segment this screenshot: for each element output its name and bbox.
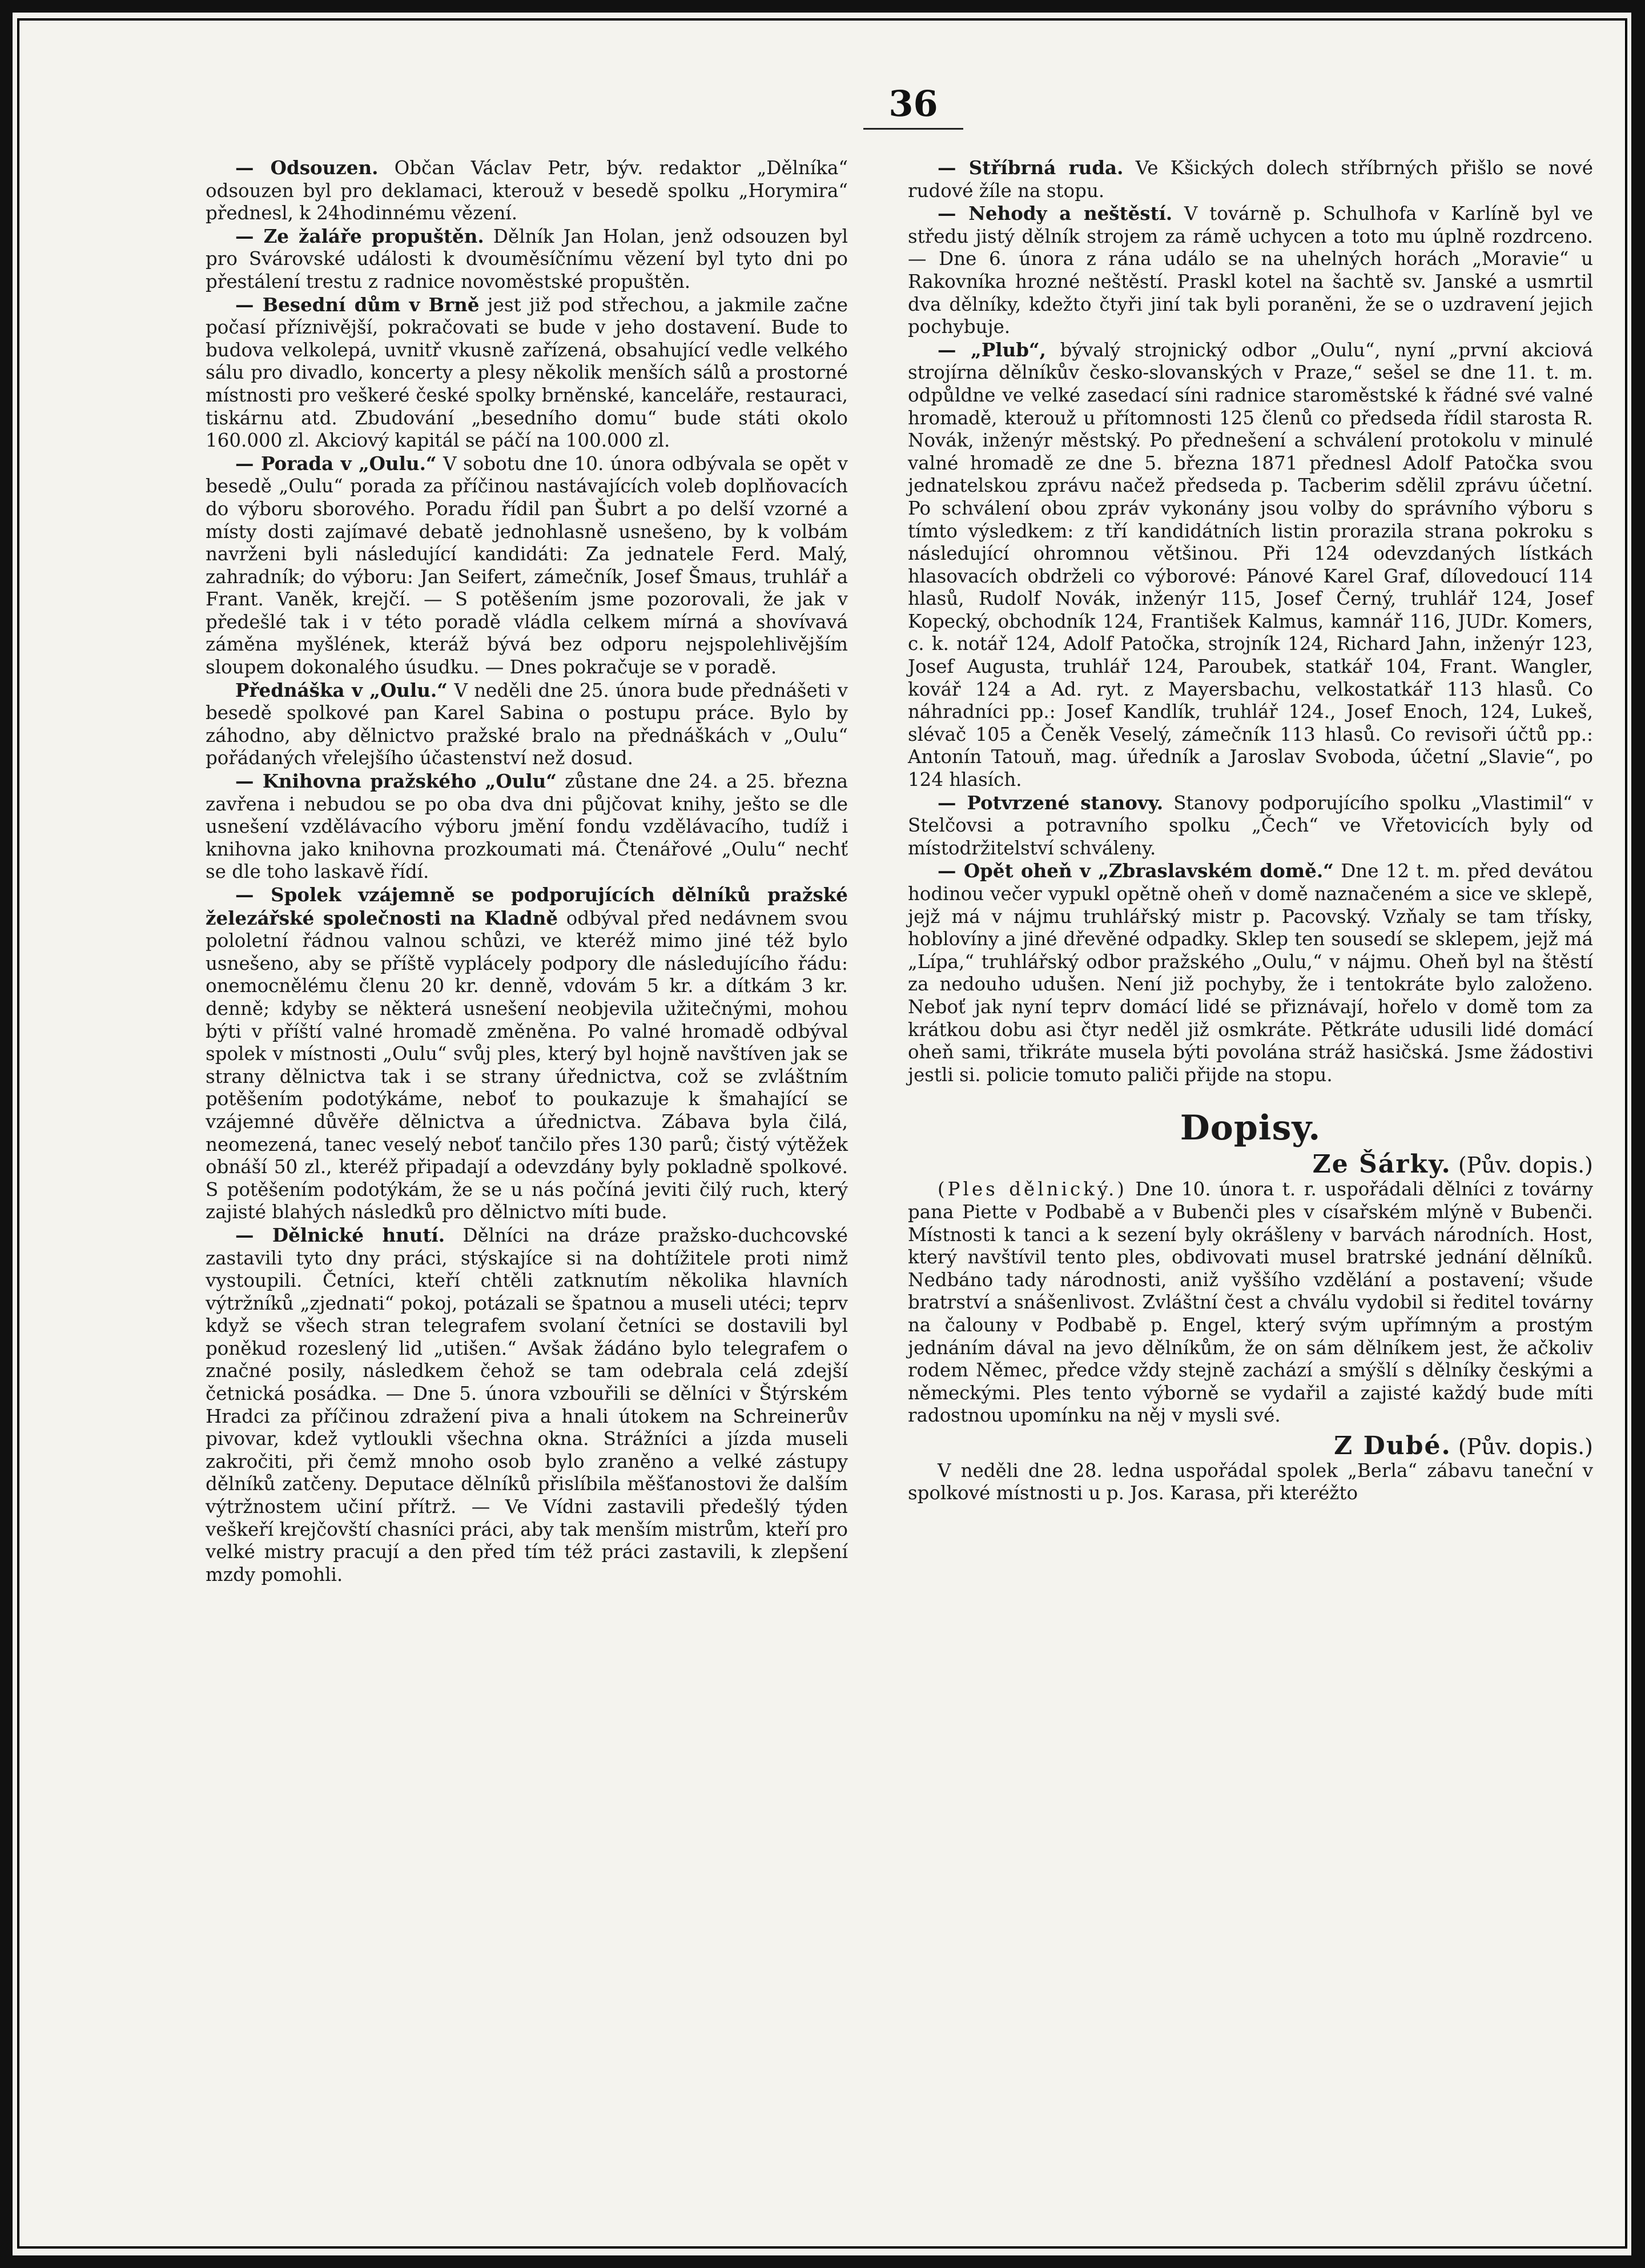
page-number: 36	[863, 82, 963, 130]
article-stribrna-ruda	[908, 156, 1593, 202]
article-lead: — Porada v „Oulu.“	[235, 452, 437, 475]
article-text: Stanovy podporujícího spolku „Vlastimil“ v Stelčovsi a potravního spolku „Čech“ ve Vřetovicích byly od místodržitelství schváleny.	[908, 792, 1593, 859]
article-text: V továrně p. Schulhofa v Karlíně byl ve středu jistý dělník strojem za rámě uchycen a toto mu úplně rozdrceno. — Dne 6. února z rána událo se na uhelných horách „Moravie“ u Rakovníka hrozné neštěstí. Praskl kotel na šachtě sv. Janské a usmrtil dva dělníky, kdežto čtyři jiní tak byli poraněni, že se o uzdravení jejich pochybuje.	[908, 203, 1593, 338]
article-lead: — Opět oheň v „Zbraslavském domě.“	[938, 860, 1334, 882]
article-odsouzen	[206, 156, 848, 225]
spacer	[908, 1427, 1593, 1433]
article-knihovna	[206, 770, 848, 884]
dopis-subject: (Ples dělnický.)	[938, 1178, 1127, 1201]
article-text: Ve Kšických dolech stříbrných přišlo se nové rudové žíle na stopu.	[908, 157, 1593, 202]
dopis-note: (Pův. dopis.)	[1458, 1434, 1593, 1459]
page-border-right	[1625, 18, 1627, 2249]
dopis-place: Z Dubé.	[1334, 1431, 1451, 1460]
article-lead: — Knihovna pražského „Oulu“	[235, 770, 557, 793]
left-column	[206, 156, 848, 1586]
article-ohen	[908, 860, 1593, 1086]
article-plub	[908, 339, 1593, 792]
article-text: V sobotu dne 10. února odbývala se opět v besedě „Oulu“ porada za příčinou nastávajících voleb doplňovacích do výboru sborového. Poradu řídil pan Šubrt a po delší vzorné a místy dosti zajímavé debatě jednohlasně usnešeno, by k volbám navrženi byli následující kandidáti: Za jednatele Ferd. Malý, zahradník; do výboru: Jan Seifert, zámečník, Josef Šmaus, truhlář a Frant. Vaněk, krejčí. — S potěšením jsme pozorovali, že jak v předešlé tak i v této poradě vládla celkem mírná a shovívavá záměna myšlének, kteráž bývá bez odporu nejspolehlivějším sloupem dokonalého úsudku. — Dnes pokračuje se v poradě.	[206, 452, 848, 679]
dopis-header-sarka	[908, 1151, 1593, 1178]
article-text: Dne 12 t. m. před devátou hodinou večer vypukl opětně oheň v domě naznačeném a sice ve sklepě, jejž má v nájmu truhlářský mistr p. Pacovský. Vzňaly se tam třísky, hoblovíny a jiné dřevěné odpadky. Sklep ten sousedí se sklepem, jejž má „Lípa,“ truhlářský odbor pražského „Oulu,“ v nájmu. Oheň byl na štěstí za nedouho udušen. Není již pochyby, že i tentokráte bylo založeno. Neboť jak nyní teprv domácí lidé se přiznávají, hořelo v domě tom za krátkou dobu asi čtyr neděl již osmkráte. Pětkráte udusili lidé domácí oheň sami, třikráte musela býti povolána stráž hasičská. Jsme žádostivi jestli si. policie tomuto paliči přijde na stopu.	[908, 860, 1593, 1086]
article-text: odbýval před nedávnem svou pololetní řádnou valnou schůzi, ve kteréž mimo jiné též bylo usnešeno, aby se příště vyplácely podpory dle následujícího řádu: onemocnělému členu 20 kr. denně, vdovám 5 kr. a dítkám 3 kr. denně; kdyby se některá usnešení neobjevila užitečnými, mohou býti v příští valné hromadě změněna. Po valné hromadě odbýval spolek v místnosti „Oulu“ svůj ples, který byl hojně navštíven jak se strany dělnictva tak i se strany úřednictva, což se zvláštním potěšením podotýkáme, neboť to poukazuje k šmahající se vzájemné důvěře dělnictva a úřednictva. Zábava byla čilá, neomezená, tanec veselý neboť tančilo přes 130 parů; čistý výtěžek obnáší 50 zl., kteréž připadají a odevzdány byly pokladně spolkové. S potěšením podotýkám, že se u nás počíná jeviti čilý ruch, který zajisté blahých následků pro dělnictvo míti bude.	[206, 907, 848, 1223]
right-column	[908, 156, 1593, 1505]
article-delnicke-hnuti	[206, 1224, 848, 1587]
article-lead: — Odsouzen.	[235, 156, 379, 179]
article-lead: — „Plub“,	[938, 338, 1046, 361]
article-text: Dělníci na dráze pražsko-duchcovské zastavili tyto dny práci, stýskajíce si na dohtížitele proti nimž vystoupili. Četníci, kteří chtěli zatknutím několika hlavních výtržníků „zjednati“ pokoj, potázali se špatnou a museli utéci; teprv když se všech stran telegrafem svolaní četníci se dostavili byl poněkud rozeslený lid „utišen.“ Avšak žádáno bylo telegrafem o značné posily, následkem čehož se tam odebrala celá zdejší četnická posádka. — Dne 5. února vzbouřili se dělníci v Štýrském Hradci za příčinou zdražení piva a hnali útokem na Schreinerův pivovar, kdež vytloukli všechna okna. Strážníci a jízda museli zakročiti, při čemž mnoho osob bylo zraněno a velké zástupy dělníků zatčeny. Deputace dělníků přislíbila měšťanostovi že dalším výtržnostem učiní přítrž. — Ve Vídni zastavili předešlý týden veškeří krejčovští chasníci práci, aby tak menším mistrům, kteří pro velké mistry pracují a den před tím též práci zastavili, k zlepšení mzdy pomohli.	[206, 1224, 848, 1585]
dopis-text: V neděli dne 28. ledna uspořádal spolek „Berla“ zábavu taneční v spolkové místnosti u p. Jos. Karasa, při kteréžto	[908, 1459, 1593, 1504]
dopis-header-dube	[908, 1433, 1593, 1460]
article-porada-oulu	[206, 452, 848, 679]
dopisy-heading: Dopisy.	[1180, 1108, 1321, 1149]
page-border-bottom	[17, 2246, 1627, 2249]
article-text: zůstane dne 24. a 25. března zavřena i nebudou se po oba dva dni půjčovat knihy, ješto se dle usnešení vzdělávacího výboru jmění fondu vzdělávacího, tudíž i knihovna jako knihovna prozkoumati má. Čtenářové „Oulu“ nechť se dle toho laskavě řídí.	[206, 770, 848, 883]
article-text: bývalý strojnický odbor „Oulu“, nyní „první akciová strojírna dělníkův česko-slovanských v Praze,“ sešel se dne 11. t. m. odpůldne ve velké zasedací síni radnice staroměstské k řádné své valné hromadě, kterouž u přítomnosti 125 členů co předseda řídil starosta R. Novák, inženýr městský. Po přednešení a schválení protokolu v minulé valné hromadě ze dne 5. března 1871 přednesl Adolf Patočka svou jednatelskou zprávu načež předseda p. Tacberim sdělil zprávu účetní. Po schválení obou zpráv vykonány jsou volby do správního výboru s tímto výsledkem: z tří kandidátních listin prorazila strana pokroku s následující ohromnou většinou. Při 124 odevzdaných lístkách hlasovacích obdrželi co výborové: Pánové Karel Graf, dílovedoucí 114 hlasů, Rudolf Novák, inženýr 115, Josef Černý, truhlář 124, Josef Kopecký, obchodník 124, František Kalmus, kamnář 116, JUDr. Komers, c. k. notář 124, Adolf Patočka, strojník 124, Richard Jahn, inženýr 123, Josef Augusta, truhlář 124, Paroubek, statkář 104, Frant. Wangler, kovář 124 a Ad. ryt. z Mayersbachu, velkostatkář 113 hlasů. Co náhradníci pp.: Josef Kandlík, truhlář 124., Josef Enoch, 124, Lukeš, slévač 105 a Čeněk Veselý, zámečník 113 hlasů. Co revisoři účtů pp.: Antonín Tatouň, mag. úředník a Jaroslav Svoboda, účetní „Slavie“, po 124 hlasích.	[908, 339, 1593, 791]
page-border-top	[17, 18, 1627, 21]
dopis-dube	[908, 1460, 1593, 1505]
article-lead: — Besední dům v Brně	[235, 293, 480, 316]
article-besedni-dum	[206, 294, 848, 452]
article-nehody	[908, 202, 1593, 339]
article-stanovy	[908, 792, 1593, 860]
article-text: Občan Václav Petr, býv. redaktor „Dělníka“ odsouzen byl pro deklamaci, kterouž v besedě spolku „Horymira“ přednesl, k 24hodinnému vězení.	[206, 157, 848, 224]
article-lead: — Dělnické hnutí.	[235, 1223, 445, 1246]
article-ze-zalare	[206, 225, 848, 294]
newspaper-page	[13, 13, 1631, 2255]
page-border-left	[17, 18, 19, 2249]
dopis-note: (Pův. dopis.)	[1458, 1153, 1593, 1178]
article-lead: — Stříbrná ruda.	[938, 156, 1124, 179]
dopis-sarka	[908, 1178, 1593, 1427]
article-lead: — Spolek vzájemně se podporujících dělníků pražské železářské společnosti na Kladně	[206, 884, 848, 929]
article-text: Dělník Jan Holan, jenž odsouzen byl pro Svárovské události k dvouměsíčnímu vězení byl tyto dni po přestálení trestu z radnice novoměstské propuštěn.	[206, 225, 848, 292]
dopis-text: Dne 10. února t. r. uspořádali dělníci z továrny pana Piette v Podbabě a v Bubenči ples v císařském mlýně v Bubenči. Místnosti k tanci a k sezení byly okrášleny v barvách národních. Host, který navštívil tento ples, obdivovati musel bratrské jednání dělníků. Nedbáno tady národnosti, aniž vyššího vzdělání a postavení; všude bratrství a snášenlivost. Zvláštní čest a chválu vydobil si ředitel továrny na čalouny v Podbabě p. Engel, který svým upřímným a prostým jednáním dával na jevo dělníkům, že on sám dělníkem jest, že ačkoliv rodem Němec, předce vždy stejně zachází a smýšlí s dělníky českými a německými. Ples tento výborně se vydařil a zajisté každý bude míti radostnou upomínku na něj v mysli své.	[908, 1178, 1593, 1427]
article-text: V neděli dne 25. února bude přednášeti v besedě spolkové pan Karel Sabina o postupu práce. Bylo by záhodno, aby dělnictvo pražské bralo na přednáškách v „Oulu“ pořádaných vřelejšího účastenství než dosud.	[206, 679, 848, 769]
dopis-place: Ze Šárky.	[1312, 1150, 1451, 1179]
article-text: jest již pod střechou, a jakmile začne počasí příznivější, pokračovati se bude v jeho dostavení. Bude to budova velkolepá, uvnitř vkusně zařízená, obsahující vedle velkého sálu pro divadlo, koncerty a plesy několik menších sálů a prostorné místnosti pro veškeré české spolky brněnské, kanceláře, restauraci, tiskárnu atd. Zbudování „besedního domu“ bude státi okolo 160.000 zl. Akciový kapitál se páčí na 100.000 zl.	[206, 294, 848, 452]
article-prednaska	[206, 679, 848, 770]
article-lead: Přednáška v „Oulu.“	[235, 679, 448, 701]
article-lead: — Nehody a neštěstí.	[938, 202, 1173, 225]
article-spolek-kladno	[206, 884, 848, 1224]
article-lead: — Ze žaláře propuštěn.	[235, 224, 484, 247]
article-lead: — Potvrzené stanovy.	[938, 791, 1164, 814]
